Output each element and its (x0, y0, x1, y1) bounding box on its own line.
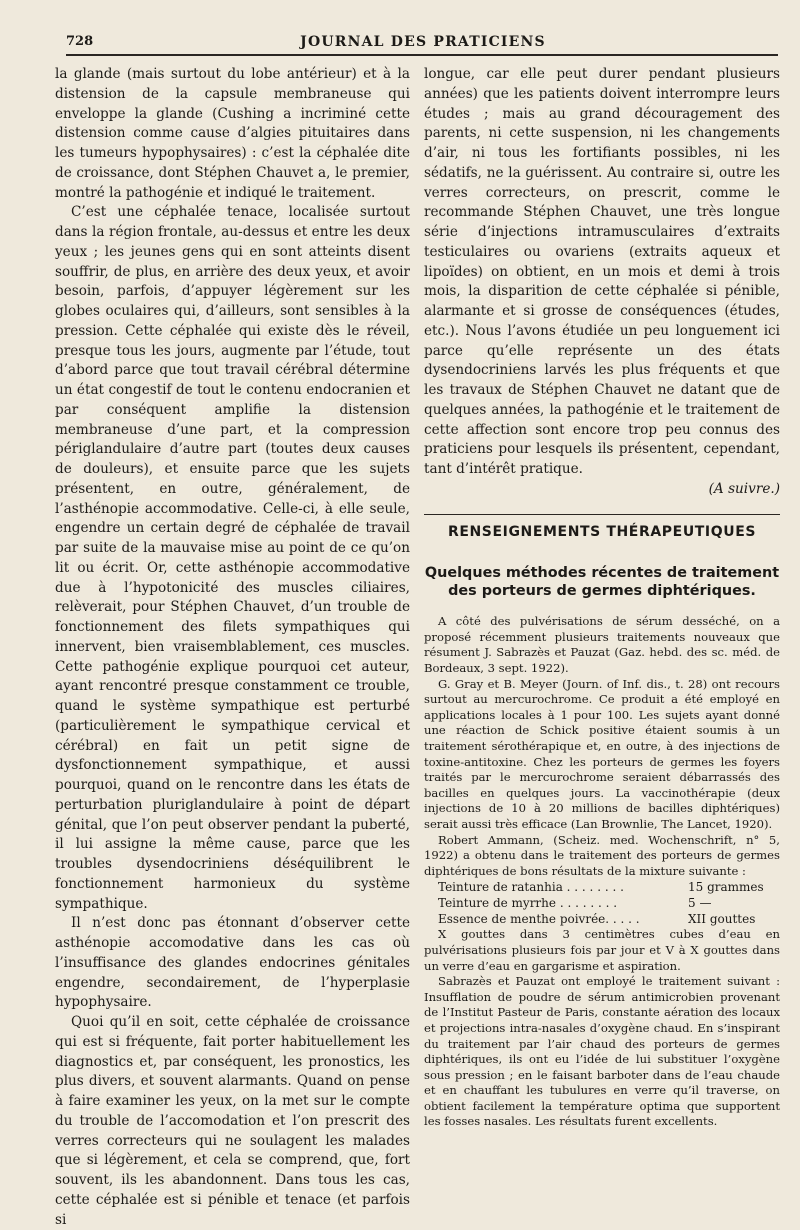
ingredient-name: Teinture de ratanhia . . . . . . . . (438, 880, 624, 895)
recipe-row (438, 911, 780, 927)
to-be-continued: (A suivre.) (708, 480, 780, 497)
paragraph: X gouttes dans 3 centimètres cubes d’eau en pulvérisations plusieurs fois par jour et V à X gouttes dans un verre d’eau en gargarisme et aspiration. (424, 927, 780, 973)
paragraph: Quoi qu’il en soit, cette céphalée de croissance qui est si fréquente, fait porter habituellement les diagnostics et, par conséquent, les pronostics, les plus divers, et souvent alarmants. Quand on pense à faire examiner les yeux, on la met sur le compte du trouble de l’accomodation et l’on prescrit des verres correcteurs qui ne soulagent les malades que si légèrement, et cela se comprend, que, fort souvent, ils les abandonnent. Dans tous les cas, cette céphalée est si pénible et tenace (et parfois si (55, 1014, 410, 1228)
paragraph: longue, car elle peut durer pendant plusieurs années) que les patients doivent interrompre leurs études ; mais au grand découragement des parents, ni cette suspension, ni les changements d’air, ni tous les fortifiants possibles, ni les sédatifs, ne la guérissent. Au contraire si, outre les verres correcteurs, on prescrit, comme le recommande Stéphen Chauvet, une très longue série d’injections intramusculaires d’extraits testiculaires ou ovariens (extraits aqueux et lipoïdes) on obtient, en un mois et demi à trois mois, la disparition de cette céphalée si pénible, alarmante et si grosse de conséquences (études, etc.). Nous l’avons étudiée un peu longuement ici parce qu’elle représente un des états dysendocriniens larvés les plus fréquents et que les travaux de Stéphen Chauvet ne datant que de quelques années, la pathogénie et le traitement de cette affection sont encore trop peu connus des praticiens pour lesquels ils présentent, cependant, tant d’intérêt pratique. (424, 66, 780, 477)
paragraph: A côté des pulvérisations de sérum desséché, on a proposé récemment plusieurs traitements nouveaux que résument J. Sabrazès et Pauzat (Gaz. hebd. des sc. méd. de Bordeaux, 3 sept. 1922). (424, 614, 780, 676)
paragraph: C’est une céphalée tenace, localisée surtout dans la région frontale, au-dessus et entre les deux yeux ; les jeunes gens qui en sont atteints disent souffrir, de plus, en arrière des deux yeux, et avoir besoin, parfois, d’appuyer légèrement sur les globes oculaires qui, d’ailleurs, sont sensibles à la pression. Cette céphalée qui existe dès le réveil, presque tous les jours, augmente par l’étude, tout d’abord parce que tout travail cérébral détermine un état congestif de tout le contenu endocranien et par conséquent amplifie la distension membraneuse d’une part, et la compression périglandulaire d’autre part (toutes deux causes de douleurs), et ensuite parce que les sujets présentent, en outre, généralement, de l’asthénopie accommodative. Celle-ci, à elle seule, engendre un certain degré de céphalée de travail par suite de la mauvaise mise au point de ce qu’on lit ou écrit. Or, cette asthénopie accommodative due à l’hypotonicité des muscles ciliaires, relèverait, pour Stéphen Chauvet, d’un trouble de fonctionnement des filets sympathiques qui innervent, bien vraisemblablement, ces muscles. Cette pathogénie explique pourquoi cet auteur, ayant rencontré presque constamment ce trouble, quand le système sympathique est perturbé (particulièrement le sympathique cervical et cérébral) en fait un petit signe de dysfonctionnement sympathique, et aussi pourquoi, quand on le rencontre dans les états de perturbation pluriglandulaire à point de départ génital, que l’on peut observer pendant la puberté, il lui assigne la même cause, parce que les troubles dysendocriniens déséquilibrent le fonctionnement harmonieux du système sympathique. (55, 204, 410, 912)
recipe-row (438, 895, 780, 911)
ingredient-quantity: XII gouttes (688, 912, 756, 927)
article-title: Quelques méthodes récentes de traitement des porteurs de germes diphtériques. (424, 565, 780, 600)
journal-title: JOURNAL DES PRATICIENS (300, 34, 546, 50)
paragraph: la glande (mais surtout du lobe antérieur) et à la distension de la capsule membraneuse qui enveloppe la glande (Cushing a incriminé cette distension comme cause d’algies pituitaires dans les tumeurs hypophysaires) : c’est la céphalée dite de croissance, dont Stéphen Chauvet a, le premier, montré la pathogénie et indiqué le traitement. (55, 66, 410, 201)
section-title: RENSEIGNEMENTS THÉRAPEUTIQUES (424, 514, 780, 549)
page-number: 728 (66, 34, 94, 49)
article-body-continued (424, 927, 780, 1130)
right-column (424, 65, 780, 1130)
header-rule (66, 54, 778, 56)
paragraph: Robert Ammann, (Scheiz. med. Wochenschrift, n° 5, 1922) a obtenu dans le traitement des porteurs de germes diphtériques de bons résultats de la mixture suivante : (424, 832, 780, 878)
article-body (424, 614, 780, 879)
ingredient-quantity: 15 grammes (688, 880, 764, 895)
paragraph: Il n’est donc pas étonnant d’observer cette asthénopie accomodative dans les cas où l’insuffisance des glandes endocrines génitales engendre, secondairement, de l’hyperplasie hypophysaire. (55, 915, 410, 1011)
ingredient-name: Essence de menthe poivrée. . . . . (438, 912, 640, 927)
ingredient-quantity: 5 — (688, 896, 712, 911)
recipe-row (438, 879, 780, 895)
recipe-list (438, 879, 780, 927)
paragraph: G. Gray et B. Meyer (Journ. of Inf. dis., t. 28) ont recours surtout au mercurochrome. Ce produit a été employé en applications locales à 1 pour 100. Les sujets ayant donné une réaction de Schick positive étaient soumis à un traitement sérothérapique et, en outre, à des injections de toxine-antitoxine. Chez les porteurs de germes les foyers traités par le mercurochrome seraient débarrassés des bacilles en quelques jours. La vaccinothérapie (deux injections de 10 à 20 millions de bacilles diphtériques) serait aussi très efficace (Lan Brownlie, The Lancet, 1920). (424, 676, 780, 831)
paragraph: Sabrazès et Pauzat ont employé le traitement suivant : Insufflation de poudre de sérum antimicrobien provenant de l’Institut Pasteur de Paris, constante aération des locaux et projections intra-nasales d’oxygène chaud. En s’inspirant du traitement par l’air chaud des porteurs de germes diphtériques, ils ont eu l’idée de lui substituer l’oxygène sous pression ; en le faisant barboter dans de l’eau chaude et en chauffant les tubulures en verre qu’il traverse, on obtient facilement la température optima que supportent les fosses nasales. Les résultats furent excellents. (424, 974, 780, 1129)
left-column (55, 65, 410, 1230)
ingredient-name: Teinture de myrrhe . . . . . . . . (438, 896, 618, 911)
